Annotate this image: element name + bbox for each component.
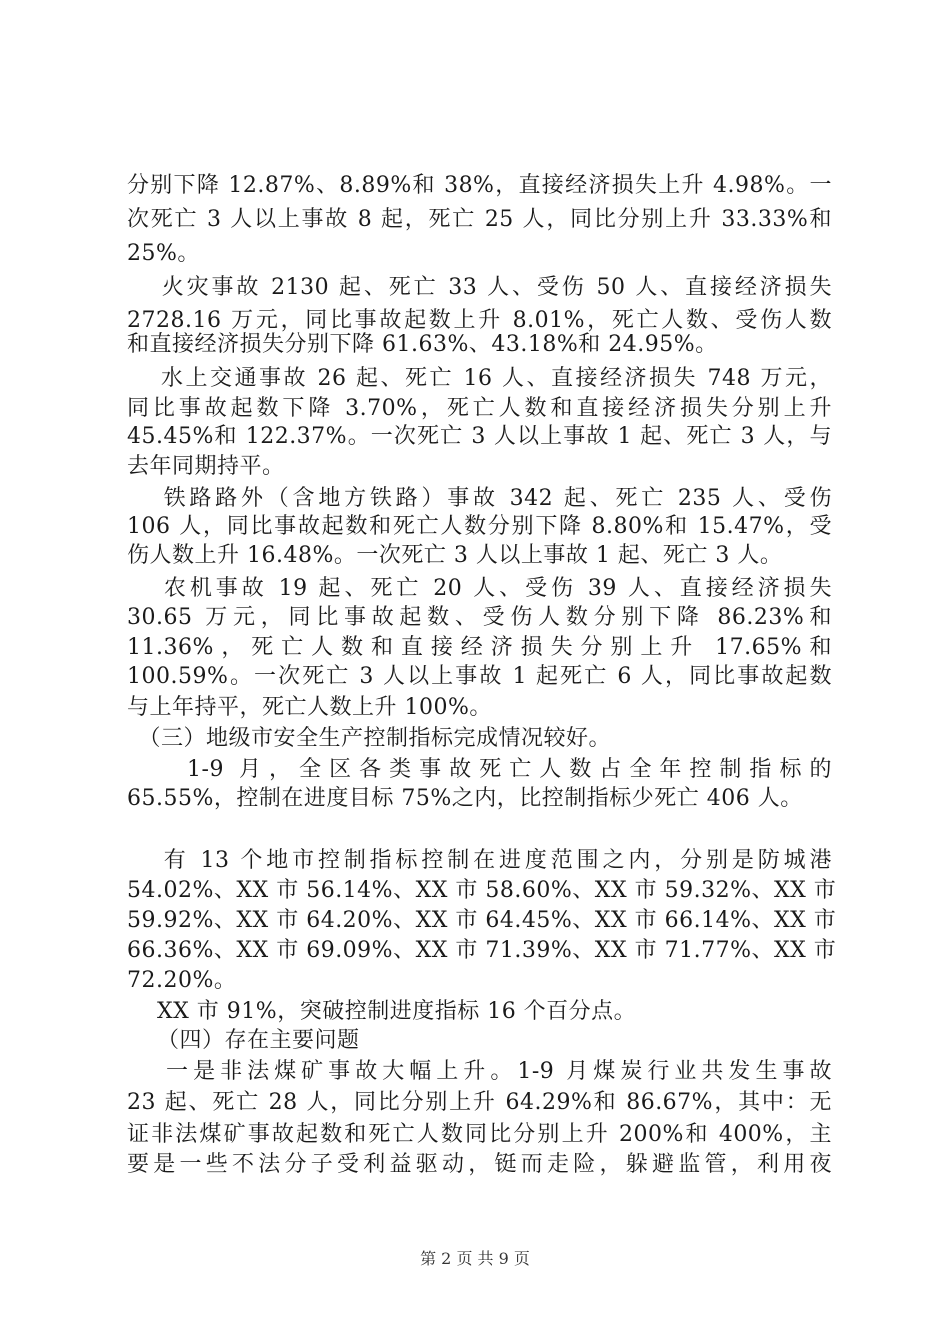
text-line: 2728.16 万元，同比事故起数上升 8.01%，死亡人数、受伤人数 (127, 308, 832, 333)
text-line: 分别下降 12.87%、8.89%和 38%，直接经济损失上升 4.98%。一 (127, 173, 832, 198)
document-page (127, 0, 837, 1344)
page-footer: 第 2 页 共 9 页 (420, 1249, 530, 1268)
text-line: 30.65 万元，同比事故起数、受伤人数分别下降 86.23%和 (127, 605, 832, 630)
text-line: 火灾事故 2130 起、死亡 33 人、受伤 50 人、直接经济损失 (127, 275, 832, 300)
text-line: 66.36%、XX 市 69.09%、XX 市 71.39%、XX 市 71.77%、XX 市 (127, 938, 837, 963)
text-line: 1-9 月，全区各类事故死亡人数占全年控制指标的 (127, 757, 832, 782)
text-line: 72.20%。 (127, 968, 237, 993)
text-line: 65.55%，控制在进度目标 75%之内，比控制指标少死亡 406 人。 (127, 786, 803, 811)
text-line: 去年同期持平。 (127, 454, 285, 479)
text-line: 伤人数上升 16.48%。一次死亡 3 人以上事故 1 起、死亡 3 人。 (127, 543, 783, 568)
text-line: 23 起、死亡 28 人，同比分别上升 64.29%和 86.67%，其中：无 (127, 1090, 832, 1115)
text-line: 同比事故起数下降 3.70%，死亡人数和直接经济损失分别上升 (127, 396, 832, 421)
text-line: 54.02%、XX 市 56.14%、XX 市 58.60%、XX 市 59.32%、XX 市 (127, 878, 837, 903)
text-line: 次死亡 3 人以上事故 8 起，死亡 25 人，同比分别上升 33.33%和 (127, 207, 832, 232)
text-line: 一是非法煤矿事故大幅上升。1-9 月煤炭行业共发生事故 (127, 1059, 832, 1084)
text-line: 农机事故 19 起、死亡 20 人、受伤 39 人、直接经济损失 (127, 576, 832, 601)
text-line: 100.59%。一次死亡 3 人以上事故 1 起死亡 6 人，同比事故起数 (127, 664, 832, 689)
text-line: 有 13 个地市控制指标控制在进度范围之内，分别是防城港 (127, 848, 832, 873)
text-line: 要是一些不法分子受利益驱动，铤而走险，躲避监管，利用夜 (127, 1152, 832, 1177)
text-line: 45.45%和 122.37%。一次死亡 3 人以上事故 1 起、死亡 3 人，与 (127, 424, 832, 449)
section-heading: （三）地级市安全生产控制指标完成情况较好。 (127, 726, 612, 751)
text-line: 证非法煤矿事故起数和死亡人数同比分别上升 200%和 400%，主 (127, 1122, 832, 1147)
text-line: 11.36%，死亡人数和直接经济损失分别上升 17.65%和 (127, 635, 832, 660)
text-line: 59.92%、XX 市 64.20%、XX 市 64.45%、XX 市 66.14%、XX 市 (127, 908, 837, 933)
text-line: 铁路路外（含地方铁路）事故 342 起、死亡 235 人、受伤 (127, 486, 832, 511)
text-line: 和直接经济损失分别下降 61.63%、43.18%和 24.95%。 (127, 332, 718, 357)
text-line: 与上年持平，死亡人数上升 100%。 (127, 695, 492, 720)
text-line: 106 人，同比事故起数和死亡人数分别下降 8.80%和 15.47%，受 (127, 514, 832, 539)
section-heading: （四）存在主要问题 (127, 1028, 360, 1053)
text-line: 水上交通事故 26 起、死亡 16 人、直接经济损失 748 万元， (127, 366, 832, 391)
text-line: XX 市 91%，突破控制进度指标 16 个百分点。 (127, 999, 637, 1024)
text-line: 25%。 (127, 241, 200, 266)
